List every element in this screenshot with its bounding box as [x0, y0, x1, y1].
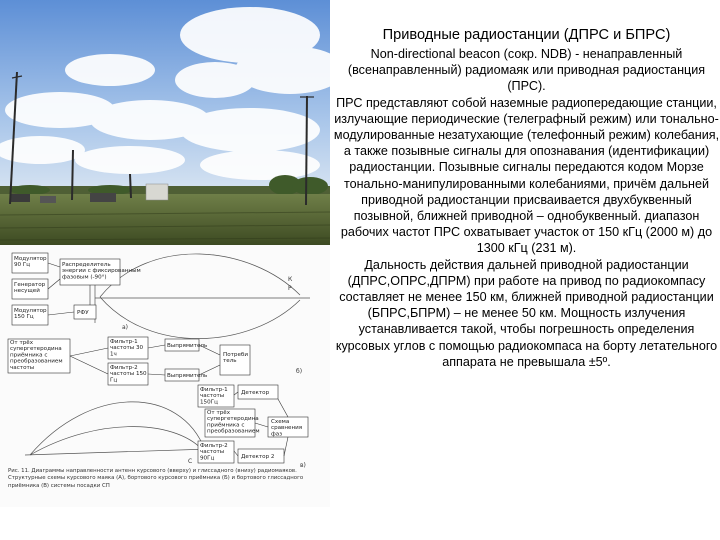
block-g2-line-2: приёмника с	[207, 422, 245, 429]
paragraph-ndb: Non-directional beacon (сокр. NDB) - ненаправленный (всенаправленный) радиомаяк или приводная радиостанция (ПРС).	[347, 47, 706, 94]
pattern-lobe-upper	[100, 254, 300, 297]
block-f2-line-0: Фильтр-2	[110, 365, 138, 371]
glide-lobe-lower	[30, 427, 205, 455]
block-dist-line-1: энергии с фиксированным	[62, 268, 141, 275]
block-rect2-line-0: Выпрямитель	[167, 373, 208, 379]
block-gen-line-1: несущей	[14, 288, 40, 295]
block-recv-line-0: От трёх	[10, 340, 34, 346]
block-g3-line-0: Фильтр-2	[200, 443, 228, 449]
block-g3-line-1: частоты	[200, 449, 225, 456]
block-g1-line-2: 150Гц	[200, 399, 218, 406]
block-g1-line-0: Фильтр-1	[200, 387, 228, 393]
slide-body	[333, 46, 720, 370]
block-f2-line-1: частоты 150	[110, 371, 147, 378]
block-gen-line-0: Генератор	[14, 282, 46, 288]
block-recv-line-1: супергетеродина	[10, 346, 62, 353]
block-g2-line-1: супергетеродина	[207, 416, 259, 423]
block-dist-line-0: Распределитель	[62, 262, 111, 268]
block-mod90-line-0: Модулятор	[14, 256, 47, 262]
label-v: в)	[300, 462, 306, 469]
block-dist-line-2: фазовым (-90°)	[62, 274, 107, 281]
block-ind-line-0: Потреби	[223, 352, 248, 358]
glide-lobe-upper	[30, 402, 205, 455]
block-f1-line-0: Фильтр-1	[110, 339, 138, 345]
beacon-field-photo	[0, 0, 330, 245]
block-f1-line-2: 1ч	[110, 351, 117, 358]
pattern-lobe-lower	[100, 297, 300, 339]
block-f1-line-1: частоты 30	[110, 345, 144, 352]
block-det1-line-0: Детектор	[241, 390, 270, 396]
block-ind2-line-0: Схема	[271, 419, 290, 425]
block-mod150-line-0: Модулятор	[14, 308, 47, 314]
figure-caption: Рис. 11. Диаграммы направленности антенн курсового (вверху) и глиссадного (внизу) радиомаяков. Структурные схемы курсового маяка (А), бортового курсового приёмника (Б) и бортового глиссадного приёмника (В) системы посадки СП	[8, 468, 304, 489]
block-recv-line-3: преобразованием	[10, 358, 63, 365]
block-mod90-line-1: 90 Гц	[14, 262, 31, 269]
block-f2-line-2: Гц	[110, 377, 118, 384]
slide-title: Приводные радиостанции (ДПРС и БПРС)	[382, 27, 671, 43]
label-r: Р	[288, 285, 292, 292]
block-mod150-line-1: 150 Гц	[14, 314, 34, 321]
block-rect1-line-0: Выпрямитель	[167, 343, 208, 349]
block-rfu-line-0: РФУ	[77, 310, 89, 316]
block-g2-line-0: От трёх	[207, 410, 231, 416]
label-k: К	[288, 276, 293, 283]
paragraph-description: ПРС представляют собой наземные радиопередающие станции, излучающие периодические (телеграфный режим) или тонально-модулированные незатухающие (телефонный режим) колебания, а также позывные сигналы для опознавания (идентификации) радиостанции. Позывные сигналы передаются кодом Морзе тонально-манипулированными колебаниями, причём дальней приводной радиостанции присваивается двухбуквенный позывной, ближней приводной – однобуквенный. диапазон рабочих частот ПРС охватывает участок от 150 кГц (2000 м) до 1300 кГц (231 м).	[333, 95, 720, 256]
label-b: б)	[296, 368, 303, 375]
label-a: а)	[122, 324, 129, 331]
block-g3-line-2: 90Гц	[200, 455, 215, 462]
block-ind2-line-1: сравнения	[271, 425, 303, 432]
label-s: С	[188, 458, 193, 465]
block-recv-line-2: приёмника с	[10, 352, 48, 359]
paragraph-range: Дальность действия дальней приводной радиостанции (ДПРС,ОПРС,ДПРМ) при работе на привод по радиокомпасу составляет не менее 150 км, ближней приводной радиостанции (БПРС,БПРМ) – не менее 50 км. Мощность излучения устанавливается такой, чтобы погрешность определения курсовых углов с помощью радиокомпаса на борту летательного аппарата не превышала ±5º.	[335, 257, 718, 369]
block-recv-line-4: частоты	[10, 364, 35, 371]
block-det2-line-0: Детектор 2	[241, 454, 275, 460]
photo-image	[0, 0, 330, 245]
block-g2-line-3: преобразованием	[207, 428, 260, 435]
block-g1-line-1: частоты	[200, 393, 225, 400]
block-ind2-line-2: фаз	[271, 431, 283, 438]
block-ind-line-1: тель	[223, 358, 237, 365]
